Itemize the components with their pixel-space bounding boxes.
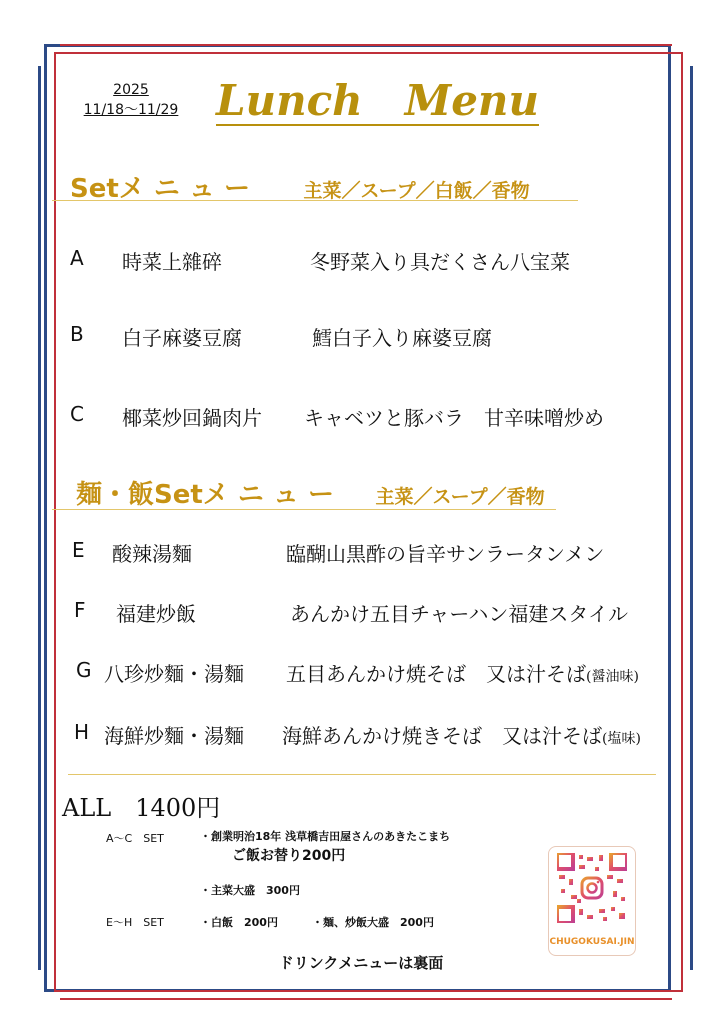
item-desc: [286, 658, 639, 687]
item-desc: 鱈白子入り麻婆豆腐: [312, 326, 492, 350]
noodle-menu-sub: 主菜／スープ／香物: [375, 486, 545, 508]
period: 11/18～11/29: [83, 102, 179, 118]
drink-menu-note: ドリンクメニューは裏面: [278, 954, 444, 972]
year: 2025: [113, 82, 149, 98]
divider: [68, 774, 656, 775]
item-desc: 冬野菜入り具だくさん八宝菜: [310, 250, 570, 274]
date-range: [74, 80, 188, 120]
item-desc: [282, 720, 641, 749]
item-name: 酸辣湯麵: [112, 542, 192, 566]
item-desc: キャベツと豚バラ 甘辛味噌炒め: [304, 406, 604, 430]
item-key: G: [76, 658, 92, 682]
item-flavor: (塩味): [602, 731, 641, 747]
set-menu-title: Setメ ニ ュ ー: [70, 174, 250, 204]
ac-refill-note: ご飯お替り200円: [232, 848, 346, 864]
page-title: Lunch Menu: [216, 76, 539, 125]
item-name: 白子麻婆豆腐: [122, 326, 242, 350]
item-name: 椰菜炒回鍋肉片: [122, 406, 262, 430]
qr-label: CHUGOKUSAI.JIN: [549, 937, 635, 947]
item-name: 時菜上雜碎: [122, 250, 222, 274]
noodle-menu-title: 麺・飯Setメ ニ ュ ー: [76, 480, 334, 510]
price-all: ALL 1400円: [62, 794, 221, 822]
ac-large-note: ・主菜大盛 300円: [200, 884, 300, 897]
item-key: B: [70, 322, 84, 346]
eh-set-label: E～H SET: [106, 916, 164, 929]
qr-code-card[interactable]: [548, 846, 636, 956]
item-name: 福建炒飯: [116, 602, 196, 626]
eh-rice-note: ・白飯 200円: [200, 916, 278, 929]
qr-code: [557, 853, 627, 923]
item-desc-text: 五目あんかけ焼そば 又は汁そば: [286, 662, 586, 686]
item-key: C: [70, 402, 84, 426]
item-key: E: [72, 538, 85, 562]
divider: [52, 200, 578, 201]
item-flavor: (醤油味): [586, 669, 639, 685]
item-desc: あんかけ五目チャーハン福建スタイル: [290, 602, 628, 626]
ac-rice-note: ・創業明治18年 浅草橋吉田屋さんのあきたこまち: [200, 830, 451, 843]
noodle-menu-heading: [76, 474, 545, 511]
set-menu-sub: 主菜／スープ／白飯／香物: [303, 180, 530, 202]
instagram-icon: [582, 878, 602, 898]
item-key: H: [74, 720, 90, 744]
ac-set-label: A～C SET: [106, 832, 164, 845]
item-key: F: [74, 598, 86, 622]
item-name: 海鮮炒麵・湯麵: [104, 724, 244, 748]
item-desc-text: 海鮮あんかけ焼きそば 又は汁そば: [282, 724, 602, 748]
item-desc: 臨醐山黒酢の旨辛サンラータンメン: [286, 542, 605, 566]
item-key: A: [70, 246, 84, 270]
item-name: 八珍炒麵・湯麵: [104, 662, 244, 686]
divider: [52, 509, 556, 510]
eh-large-note: ・麺、炒飯大盛 200円: [312, 916, 434, 929]
